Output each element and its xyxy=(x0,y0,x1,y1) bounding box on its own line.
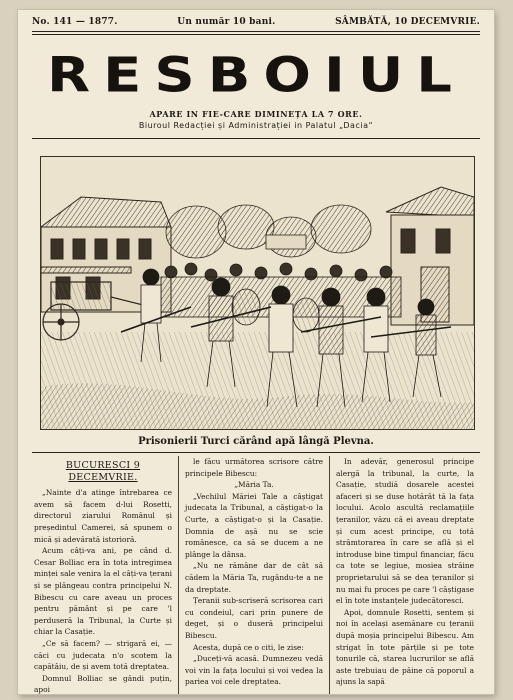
paragraph: „Duceți-vă acasă. Dumnezeu vedă voi vin la fața locului și voi vedea la pariea voi cele dreptatea. xyxy=(185,654,323,687)
masthead-rule xyxy=(32,138,480,139)
issue-number: No. 141 — 1877. xyxy=(32,17,118,27)
column-2 xyxy=(178,456,329,694)
paragraph: „Nu ne rămâne dar de cât să cădem la Măria Ta, rugându-te a ne da dreptate. xyxy=(185,561,323,594)
prisoners-engraving xyxy=(41,157,474,429)
newspaper-office-line: Biuroul Redacției și Administrației in Palatul „Dacia“ xyxy=(138,121,374,130)
paragraph: Domnul Bolliac se gândi puțin, apoi xyxy=(34,673,172,694)
paragraph: Acum câți-va ani, pe când d. Cesar Bolliac era în tota intregimea minței sale venira la el câți-va țerani și se plângeau contra principelui N. Bibescu cu care aveau un proces pentru pământ și pe care 'l perduseră la Tribunal, la Curte și chiar la Casație. xyxy=(34,546,172,637)
paragraph: In adevăr, generosul principe alergă la tribunal, la curte, la Casație, studiă dosarele acestei afaceri și se duse hotărât tă la fața locului. Acolo ascultă reclamațiile țeranilor, văzu că ei aveau dreptate și cum acest principe, cu totă strâmtorarea în care se află și el introduse bine timpul financiar, făcu ca tote se legiue, mosiea străine proprietarului să se dea țeranilor și nu mai fu proces pe care 'l câștigase el în tote instanțele judecătoresci. xyxy=(336,457,474,606)
letter-salutation: „Măria Ta. xyxy=(234,480,274,490)
engraving-illustration xyxy=(40,156,475,430)
newspaper-subtitle: APARE IN FIE-CARE DIMINEȚA LA 7 ORE. xyxy=(149,109,363,119)
paragraph: „Nainte d'a atinge întrebarea ce avem să facem d-lui Rosetti, directorul ziarului Românul și președintul Camerei, să spunem o mică și adevărată istorioră. xyxy=(34,488,172,544)
paragraph: Acesta, după ce o citi, le zise: xyxy=(193,642,304,652)
article-heading: BUCURESCI 9 DECEMVRIE. xyxy=(65,460,141,483)
illustration-caption: Prisonierii Turci cărând apă lângă Plevna. xyxy=(138,436,374,447)
column-3 xyxy=(329,456,480,694)
newspaper-page xyxy=(18,10,494,694)
paragraph: „Vechilul Măriei Tale a câștigat judecata la Tribunal, a câștigat-o la Curte, a câștigat-o și la Casație. Domnia de așă nu se scie românesce, ca să se ducem a ne plânge la dânsa. xyxy=(185,491,323,559)
caption-rule xyxy=(32,452,480,453)
issue-date: SÂMBĂTĂ, 10 DECEMVRIE. xyxy=(335,17,480,27)
header-rule-double xyxy=(32,34,480,35)
article-columns xyxy=(32,456,480,694)
column-1 xyxy=(32,456,178,694)
paragraph: „Ce să facem? — strigară ei, — căci cu judecata n'o scotem la capătâiu, de și avem totă dreptatea. xyxy=(34,638,172,672)
newspaper-title: RESBOIUL xyxy=(47,47,465,104)
paragraph: Apoi, domnule Rosetti, sentem și noi în același asemănare cu țeranii după moșia principelui Bibescu. Am strigat în tote părțile și pe tote tonurile că, starea lucrurilor se află aste trebuiau de pâine că poporul a ajuns la sapă xyxy=(336,607,474,687)
paragraph: le făcu următorea scrisore către principele Bibescu: xyxy=(185,457,323,478)
paragraph: Țeranii sub-scriseră scrisorea cari cu condeiul, cari prin punere de deget, și o duseră principelui Bibescu. xyxy=(185,596,323,640)
header-rule xyxy=(32,31,480,32)
issue-price: Un număr 10 bani. xyxy=(177,17,276,27)
header-line xyxy=(32,17,480,27)
